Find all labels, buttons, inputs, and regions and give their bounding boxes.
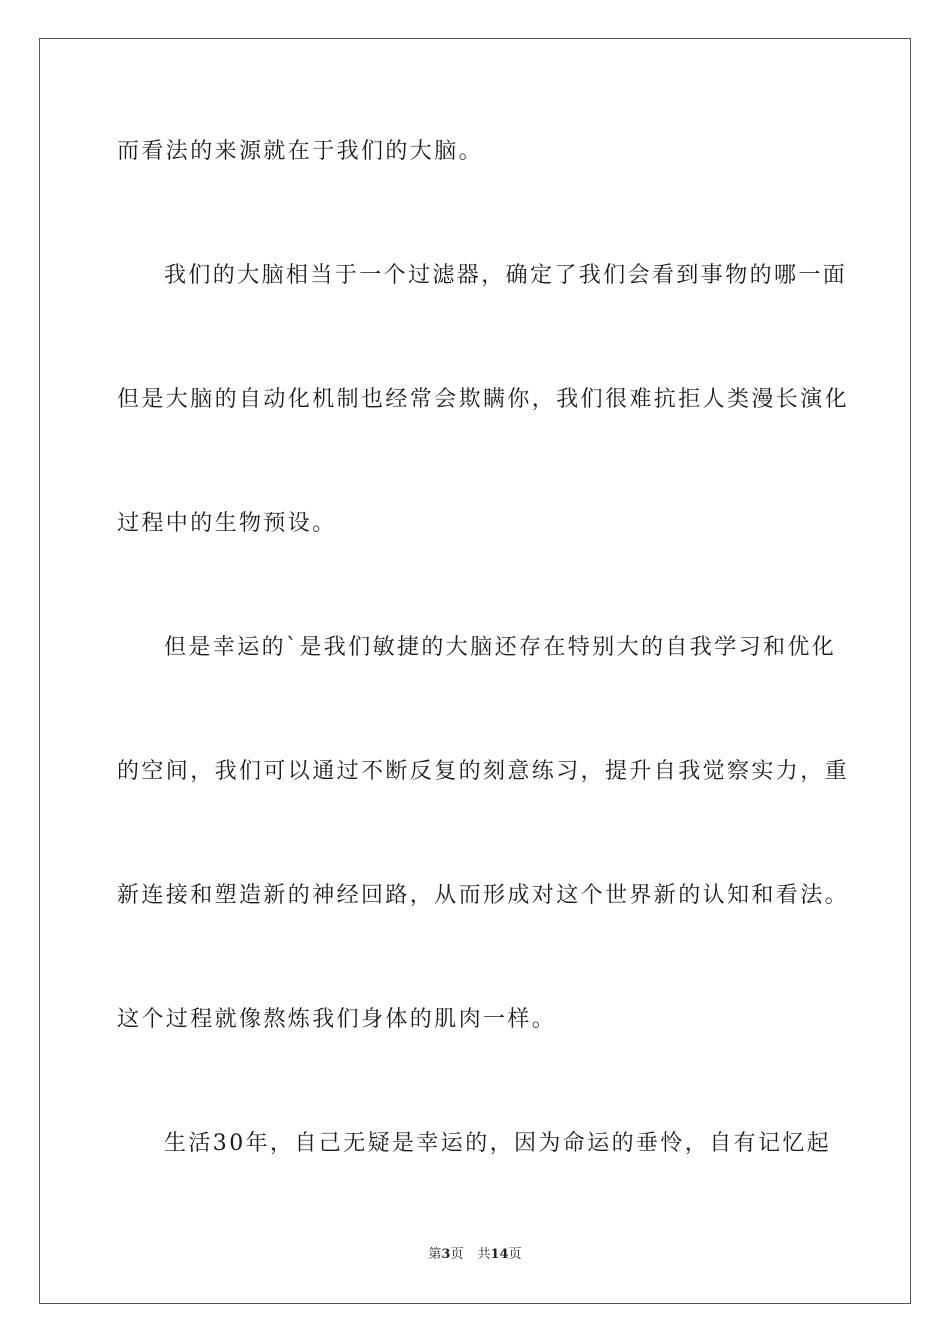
page-footer — [0, 1246, 950, 1264]
total-prefix: 共 — [477, 1247, 491, 1262]
text-line-8: 这个过程就像熬炼我们身体的肌肉一样。 — [117, 1007, 557, 1032]
total-suffix: 页 — [508, 1247, 522, 1262]
page-suffix: 页 — [450, 1247, 464, 1262]
total-pages: 14 — [490, 1247, 509, 1262]
page-number: 3 — [441, 1247, 451, 1262]
text-line-1: 而看法的来源就在于我们的大脑。 — [117, 139, 484, 164]
page-frame — [39, 38, 911, 1304]
text-line-7: 新连接和塑造新的神经回路，从而形成对这个世界新的认知和看法。 — [117, 883, 850, 908]
text-line-4: 过程中的生物预设。 — [117, 511, 337, 536]
text-line-6: 的空间，我们可以通过不断反复的刻意练习，提升自我觉察实力，重 — [117, 759, 850, 784]
text-line-3: 但是大脑的自动化机制也经常会欺瞒你，我们很难抗拒人类漫长演化 — [117, 387, 850, 412]
text-line-2: 我们的大脑相当于一个过滤器，确定了我们会看到事物的哪一面 — [164, 263, 848, 288]
text-line-9: 生活30年，自己无疑是幸运的，因为命运的垂怜，自有记忆起 — [164, 1131, 832, 1156]
text-line-5: 但是幸运的`是我们敏捷的大脑还存在特别大的自我学习和优化 — [164, 635, 837, 660]
page-prefix: 第 — [428, 1247, 442, 1262]
